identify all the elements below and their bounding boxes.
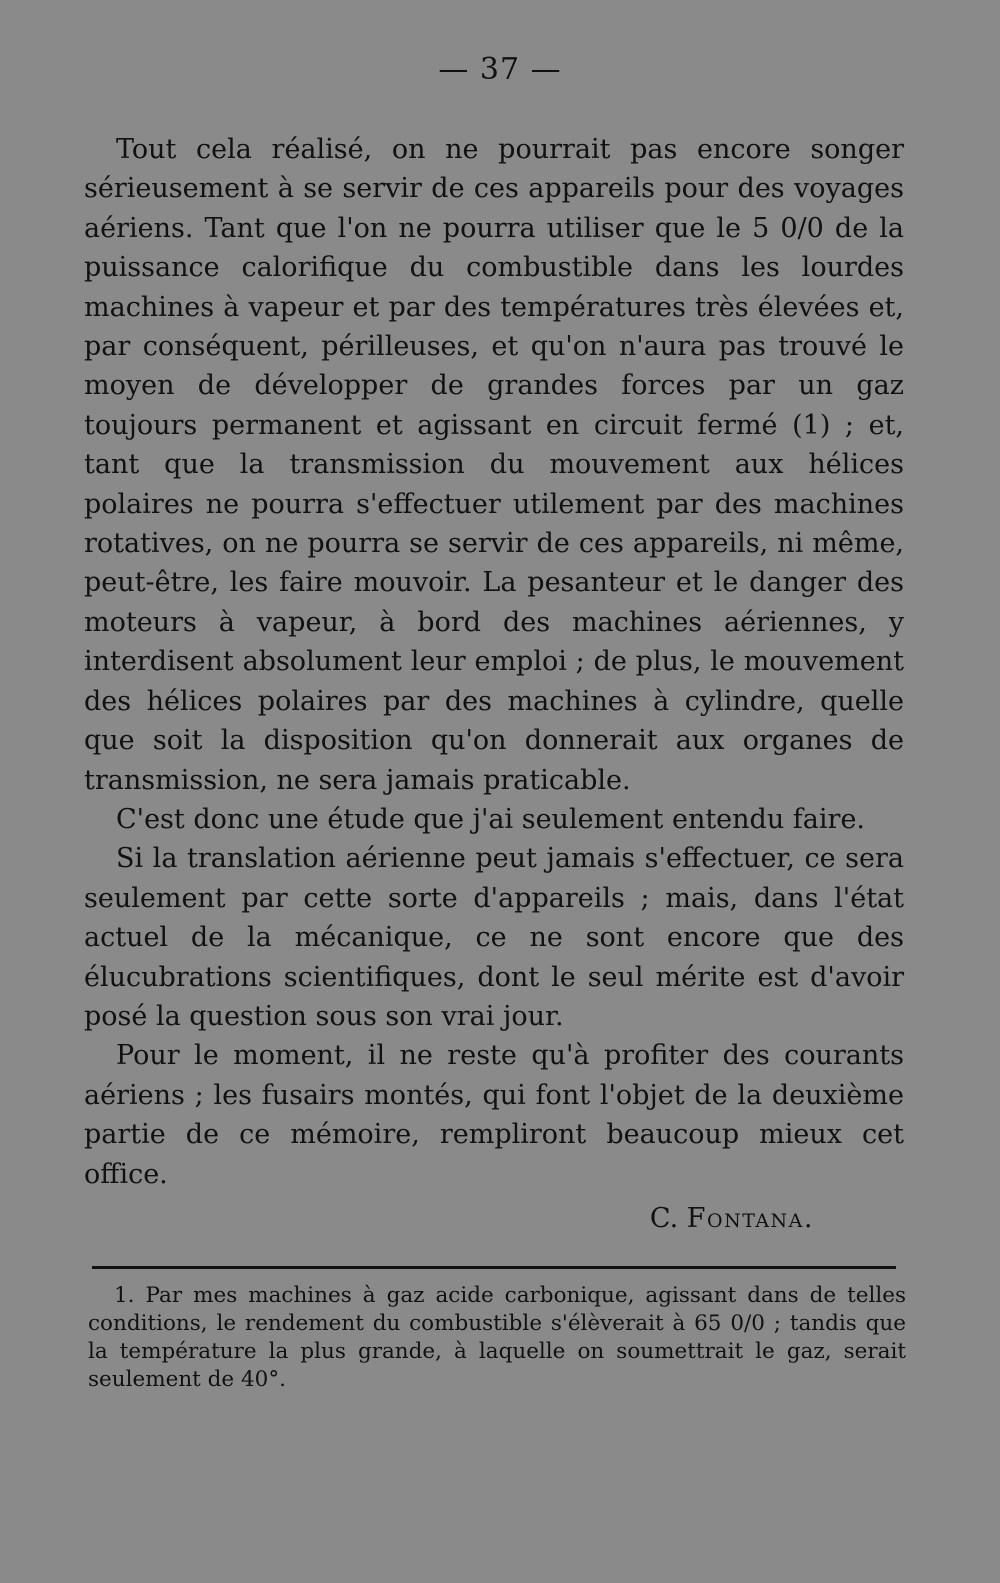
paragraph: Si la translation aérienne peut jamais s'effectuer, ce sera seulement par cette sorte d'appareils ; mais, dans l'état actuel de la mécanique, ce ne sont encore que des élucubrations scientifiques, dont le seul mérite est d'avoir posé la question sous son vrai jour. <box>84 843 904 1032</box>
footnote-divider <box>92 1266 896 1269</box>
paragraph: Pour le moment, il ne reste qu'à profiter des courants aériens ; les fusairs montés, qui font l'objet de la deuxième partie de ce mémoire, rempliront beaucoup mieux cet office. <box>84 1040 904 1190</box>
main-text <box>84 130 904 1194</box>
signature-initial: C. <box>649 1203 679 1234</box>
page-number: — 37 — <box>438 52 562 87</box>
footnotes <box>88 1282 906 1394</box>
paragraph: Tout cela réalisé, on ne pourrait pas encore songer sérieusement à se servir de ces appareils pour des voyages aériens. Tant que l'on ne pourra utiliser que le 5 0/0 de la puissance calorifique du combustible dans les lourdes machines à vapeur et par des températures très élevées et, par conséquent, périlleuses, et qu'on n'aura pas trouvé le moyen de développer de grandes forces par un gaz toujours permanent et agissant en circuit fermé (1) ; et, tant que la transmission du mouvement aux hélices polaires ne pourra s'effectuer utilement par des machines rotatives, on ne pourra se servir de ces appareils, ni même, peut-être, les faire mouvoir. La pesanteur et le danger des moteurs à vapeur, à bord des machines aériennes, y interdisent absolument leur emploi ; de plus, le mouvement des hélices polaires par des machines à cylindre, quelle que soit la disposition qu'on donnerait aux organes de transmission, ne sera jamais praticable. <box>84 134 904 796</box>
paragraph: C'est donc une étude que j'ai seulement entendu faire. <box>116 803 865 835</box>
author-signature <box>84 1203 814 1235</box>
footnote: 1. Par mes machines à gaz acide carbonique, agissant dans de telles conditions, le rendement du combustible s'élèverait à 65 0/0 ; tandis que la température la plus grande, à laquelle on soumettrait le gaz, serait seulement de 40°. <box>88 1283 906 1392</box>
signature-name: Fontana. <box>686 1203 814 1234</box>
